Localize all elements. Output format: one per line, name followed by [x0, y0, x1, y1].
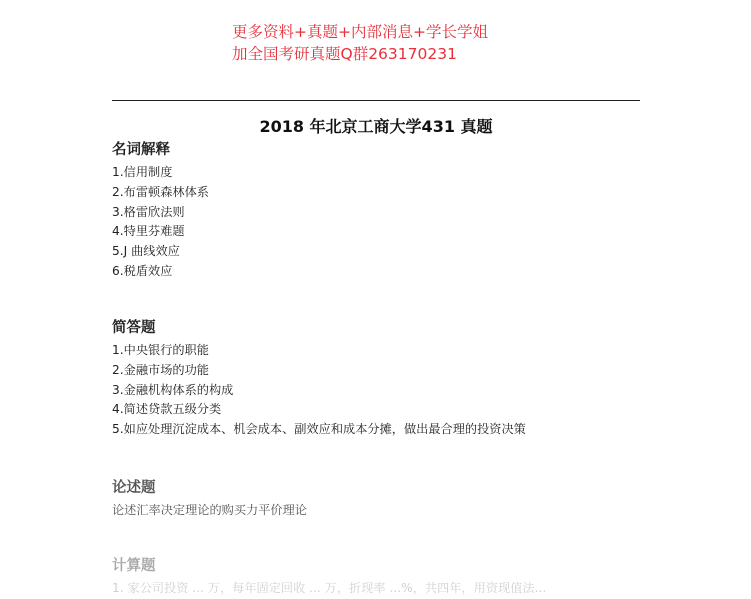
- promo-line-2: 加全国考研真题Q群263170231: [232, 45, 457, 63]
- section-essay: [112, 479, 672, 520]
- essay-question: 论述汇率决定理论的购买力平价理论: [112, 503, 307, 517]
- list-item: 5.如应处理沉淀成本、机会成本、副效应和成本分摊，做出最合理的投资决策: [112, 422, 526, 437]
- list-item: 1.信用制度: [112, 165, 173, 179]
- list-item: 2.金融市场的功能: [112, 362, 209, 377]
- header-divider: [112, 100, 640, 101]
- promo-line-1: 更多资料+真题+内部消息+学长学姐: [232, 23, 488, 41]
- section-title: 计算题: [112, 558, 156, 574]
- list-item: 6.税盾效应: [112, 263, 173, 278]
- list-item: 3.金融机构体系的构成: [112, 382, 234, 397]
- section-short-answer: [112, 319, 672, 440]
- list-item: 4.简述贷款五级分类: [112, 402, 222, 417]
- list-item: 4.特里芬难题: [112, 224, 185, 239]
- list-item: 2.布雷顿森林体系: [112, 184, 209, 199]
- section-term-definitions: [112, 141, 672, 282]
- section-title: 论述题: [112, 480, 156, 496]
- list-item: 1.中央银行的职能: [112, 343, 209, 357]
- section-calculation: [112, 557, 672, 599]
- document-title: 2018 年北京工商大学431 真题: [259, 117, 493, 136]
- section-title: 名词解释: [112, 142, 170, 158]
- list-item: 5.J 曲线效应: [112, 244, 180, 259]
- list-item: 1. 家公司投资 ... 万，每年固定回收 ... 万，折现率 ...%，共四年，用资现值法...: [112, 581, 547, 595]
- list-item: 3.格雷欣法则: [112, 204, 185, 219]
- section-title: 简答题: [112, 320, 156, 336]
